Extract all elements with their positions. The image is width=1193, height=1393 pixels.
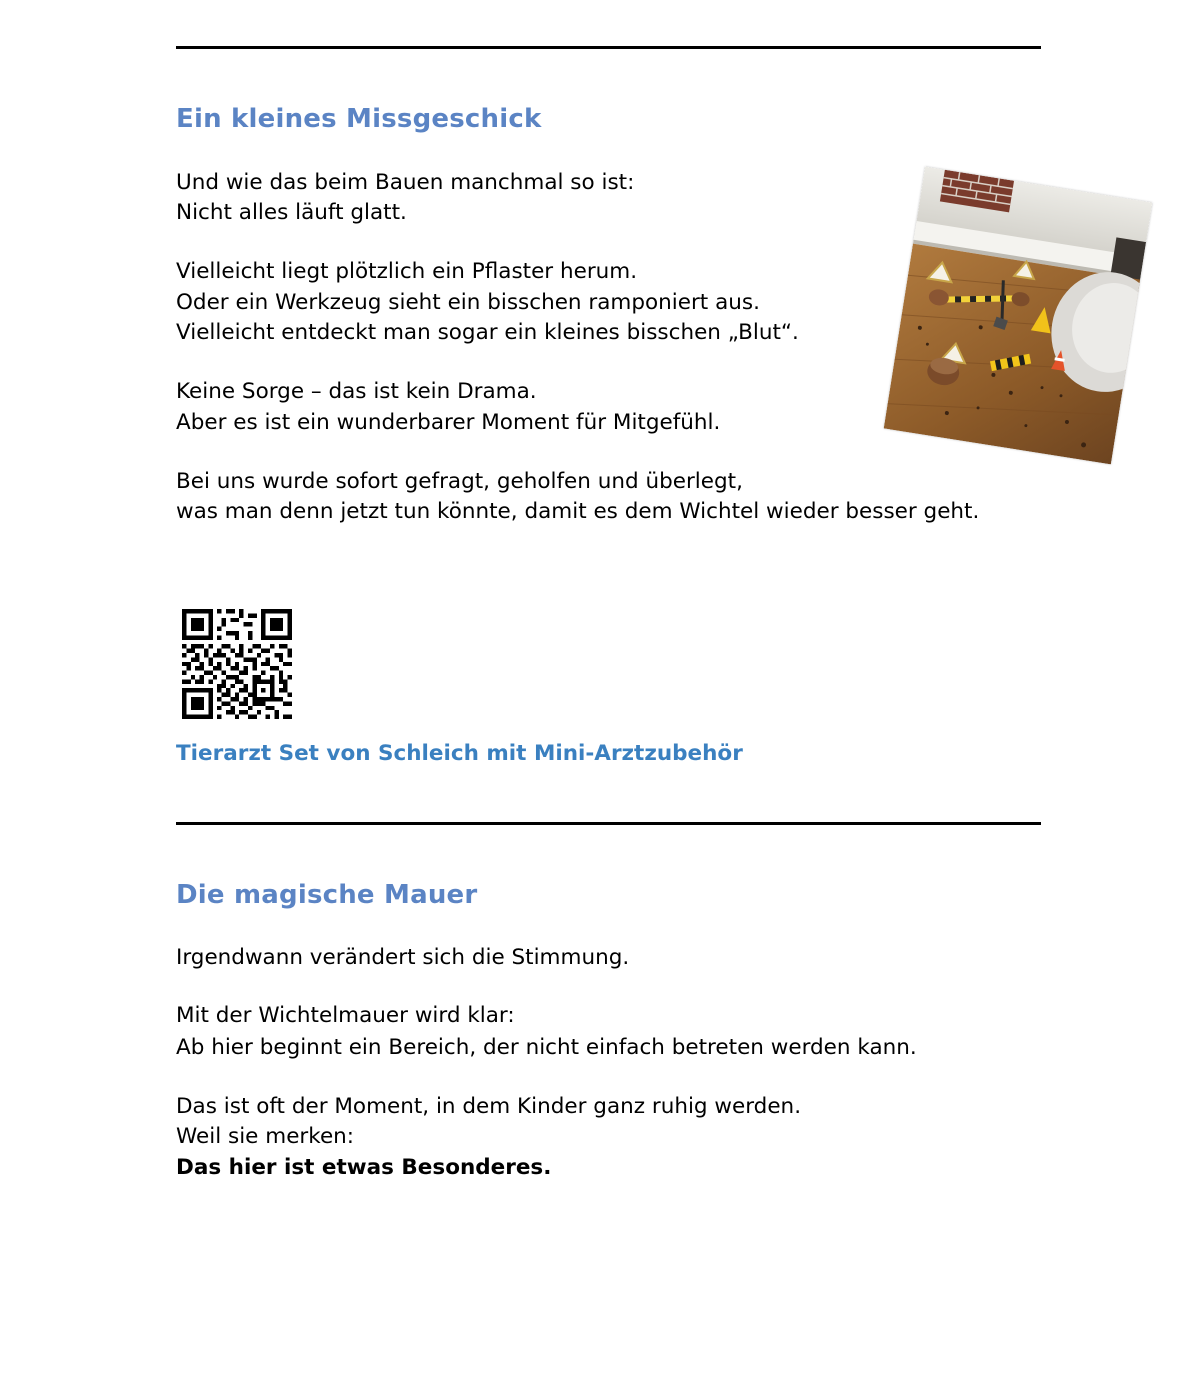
paragraph-line: Und wie das beim Bauen manchmal so ist: xyxy=(176,170,635,195)
section-heading-magische-mauer: Die magische Mauer xyxy=(176,880,478,910)
paragraph-line: Irgendwann verändert sich die Stimmung. xyxy=(176,945,630,970)
construction-scene-photo xyxy=(884,167,1153,465)
paragraph-line: Aber es ist ein wunderbarer Moment für Mitgefühl. xyxy=(176,410,721,435)
qr-code-icon[interactable] xyxy=(182,609,292,719)
paragraph-line: Das ist oft der Moment, in dem Kinder ganz ruhig werden. xyxy=(176,1094,802,1119)
paragraph-line: Oder ein Werkzeug sieht ein bisschen ramponiert aus. xyxy=(176,290,760,315)
paragraph-line: Ab hier beginnt ein Bereich, der nicht einfach betreten werden kann. xyxy=(176,1035,917,1060)
paragraph-line: Keine Sorge – das ist kein Drama. xyxy=(176,379,537,404)
product-link-tierarzt-set[interactable]: Tierarzt Set von Schleich mit Mini-Arztzubehör xyxy=(176,741,743,766)
section-divider xyxy=(176,822,1041,825)
paragraph-line: Vielleicht entdeckt man sogar ein kleines bisschen „Blut“. xyxy=(176,320,799,345)
paragraph-line: Bei uns wurde sofort gefragt, geholfen und überlegt, xyxy=(176,469,743,494)
paragraph-line: Weil sie merken: xyxy=(176,1124,355,1149)
top-divider xyxy=(176,46,1041,49)
paragraph-line: Vielleicht liegt plötzlich ein Pflaster herum. xyxy=(176,259,638,284)
emphasis-line: Das hier ist etwas Besonderes. xyxy=(176,1155,552,1180)
paragraph-line: was man denn jetzt tun könnte, damit es dem Wichtel wieder besser geht. xyxy=(176,499,980,524)
section-heading-missgeschick: Ein kleines Missgeschick xyxy=(176,104,542,134)
paragraph-line: Nicht alles läuft glatt. xyxy=(176,200,407,225)
paragraph-line: Mit der Wichtelmauer wird klar: xyxy=(176,1003,515,1028)
